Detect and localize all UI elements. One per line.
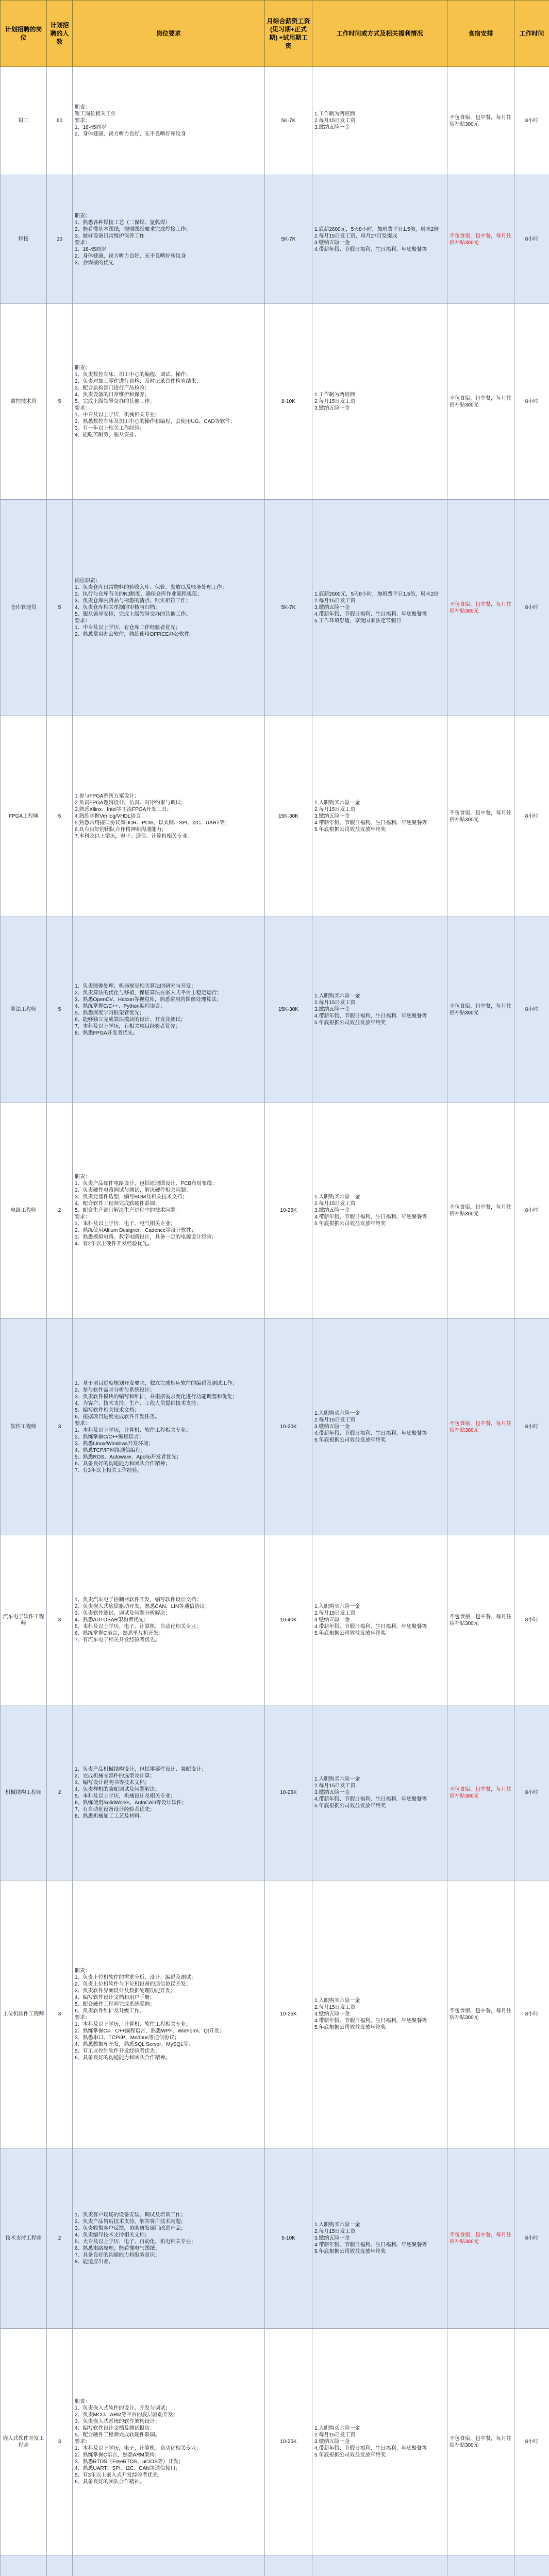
cell-requirements: 1、负责产品机械结构设计，包括零部件设计、装配设计； 2、完成机械零部件的选型及计算； 3、编写设计说明书等技术文档； 4、负责样机的装配调试及问题解决； 5、本科及以上学历，机械设计及相关专业； 6、熟练使用SolidWorks、AutoCAD等设计软件； 7、有自动化设备设计经验者优先； 8、熟悉机械加工工艺及材料。 xyxy=(73,1705,265,1880)
table-row xyxy=(1,304,549,500)
header-requirements: 岗位要求 xyxy=(73,1,265,67)
cell-worktime: 1.入职购买六险一金 2.每月15日发工资 3.缴纳五险一金 4.带薪年假、节假日福利、生日福利、年底聚餐等 5.年底根据公司效益发放年终奖 xyxy=(312,2329,447,2555)
cell-salary: 10-25K xyxy=(265,1705,312,1880)
cell-board: 不包食宿，包中餐，每月住宿补贴300元 xyxy=(447,175,514,304)
cell-board: 不包食宿，包中餐，每月住宿补贴300元 xyxy=(447,1535,514,1705)
cell-requirements: 职责： 1、负责上位机软件的需求分析、设计、编码及测试； 2、负责上位机软件与下位机设备的通信协议开发； 3、负责软件界面设计及数据处理功能开发； 4、编写软件设计文档和用户手册； 5、配合硬件工程师完成系统联调； 6、负责软件维护及升级工作。 要求： 1、本科及以上学历，计算机、软件工程相关专业； 2、熟练掌握C#、C++编程语言，熟悉WPF、WinForm、Qt开发； 3、熟悉串口、TCP/IP、Modbus等通信协议； 4、熟悉数据库开发，熟悉SQL Server、MySQL等； 5、有工业控制软件开发经验者优先； 6、具备良好的沟通能力和团队合作精神。 xyxy=(73,1880,265,2148)
cell-salary: 15K-30K xyxy=(265,716,312,917)
cell-position: 技术支持工程师 xyxy=(1,2148,47,2329)
table-row xyxy=(1,1705,549,1880)
cell-position: 仓库管理员 xyxy=(1,500,47,716)
cell-salary: 10-40K xyxy=(265,1535,312,1705)
cell-worktime: 1.入职购买六险一金 2.每月15日发工资 3.缴纳五险一金 4.带薪年假、节假日福利、生日福利、年底聚餐等 5.年底根据公司效益发放年终奖 xyxy=(312,1319,447,1535)
cell-position: 嵌入式软件开发工程师 xyxy=(1,2329,47,2555)
cell-working-hours: 8小时 xyxy=(514,716,549,917)
table-row xyxy=(1,175,549,304)
cell-position xyxy=(1,2555,47,2576)
cell-count: 10 xyxy=(47,175,73,304)
cell-count: 60 xyxy=(47,67,73,175)
cell-board: 不包食宿，包中餐，每月住宿补贴300元 xyxy=(447,500,514,716)
cell-worktime: 1.入职购买六险一金 2.每月15日发工资 3.缴纳五险一金 4.带薪年假、节假日福利、生日福利、年底聚餐等 5.年底根据公司效益发放年终奖 xyxy=(312,1535,447,1705)
cell-board xyxy=(447,2555,514,2576)
table-row xyxy=(1,2329,549,2555)
cell-salary: 5K-7K xyxy=(265,175,312,304)
cell-position: 算法工程师 xyxy=(1,917,47,1103)
cell-board: 不包食宿，包中餐，每月住宿补贴300元 xyxy=(447,1103,514,1319)
cell-working-hours xyxy=(514,2555,549,2576)
cell-salary: 10-25K xyxy=(265,1103,312,1319)
cell-requirements: 1、基于项目进度规划开发要求，独立完成相应软件的编码及测试工作； 2、参与软件需求分析与系统设计； 3、负责软件模块的编写和维护，并根据需求变化进行功能调整和优化； 4、为客户、技术支持、生产、工程人员提供技术支持； 5、编写软件相关技术文档； 6、根据项目进度完成软件开发任务。 要求： 1、本科及以上学历，计算机、软件工程相关专业； 2、熟练掌握C/C++编程语言； 3、熟悉Linux/Windows开发环境； 4、熟悉TCP/IP网络通信编程； 5、熟悉ROS、Autoware、Apollo开发者优先； 6、具备良好的沟通能力和团队合作精神； 7、有3年以上相关工作经验。 xyxy=(73,1319,265,1535)
cell-working-hours: 8小时 xyxy=(514,1535,549,1705)
cell-worktime: 1.入职购买六险一金 2.每月15日发工资 3.缴纳五险一金 4.带薪年假、节假日福利、生日福利、年底聚餐等 5.年底根据公司效益发放年终奖 xyxy=(312,917,447,1103)
cell-working-hours: 8小时 xyxy=(514,1880,549,2148)
cell-worktime: 1.入职购买六险一金 2.每月15日发工资 3.缴纳五险一金 4.带薪年假、节假日福利、生日福利、年底聚餐等 5.年底根据公司效益发放年终奖 xyxy=(312,716,447,917)
cell-position: 钳工 xyxy=(1,67,47,175)
cell-count: 3 xyxy=(47,2329,73,2555)
cell-count: 3 xyxy=(47,1535,73,1705)
cell-requirements: 职责： 1、负责嵌入式软件的设计、开发与调试； 2、负责MCU、ARM等平台的底层驱动开发； 3、负责嵌入式系统的软件架构设计； 4、编写软件设计文档及测试报告； 5、配合硬件工程师完成软硬件联调。 要求： 1、本科及以上学历，电子、计算机、自动化相关专业； 2、熟练掌握C语言，熟悉ARM架构； 3、熟悉RTOS（FreeRTOS、uC/OS等）开发； 4、熟悉UART、SPI、I2C、CAN等通信接口； 5、有3年以上嵌入式开发经验者优先； 6、具备良好的团队合作精神。 xyxy=(73,2329,265,2555)
cell-requirements xyxy=(73,2555,265,2576)
cell-count: 2 xyxy=(47,1103,73,1319)
cell-position: 数控技术员 xyxy=(1,304,47,500)
table-row xyxy=(1,2148,549,2329)
cell-position: 上位机软件工程师 xyxy=(1,1880,47,2148)
table-row xyxy=(1,2555,549,2576)
header-board: 食宿安排 xyxy=(447,1,514,67)
cell-worktime: 1.入职购买六险一金 2.每月15日发工资 3.缴纳五险一金 4.带薪年假、节假日福利、生日福利、年底聚餐等 5.年底根据公司效益发放年终奖 xyxy=(312,2148,447,2329)
cell-requirements: 职责： 1、负责产品硬件电路设计，包括原理图设计、PCB布局布线； 2、负责硬件电路调试与测试，解决硬件相关问题； 3、负责元器件选型，编写BOM及相关技术文档； 4、配合软件工程师完成软硬件联调； 5、配合生产部门解决生产过程中的技术问题。 要求： 1、本科及以上学历，电子、电气相关专业； 2、熟练使用Altium Designer、Cadence等设计软件； 3、熟悉模拟电路、数字电路设计，具备一定的电源设计经验； 4、有2年以上硬件开发经验优先。 xyxy=(73,1103,265,1319)
cell-board: 不包食宿，包中餐，每月住宿补贴300元 xyxy=(447,1880,514,2148)
cell-requirements: 1.参与FPGA系统方案设计； 2.负责FPGA逻辑设计、仿真、时序约束与调试； 3.熟悉Xilinx、Intel等主流FPGA开发工具； 4.熟练掌握Verilog/VHDL语言； 5.熟悉常用接口协议如DDR、PCIe、以太网、SPI、I2C、UART等； 6.具有良好的团队合作精神和沟通能力； 7.本科及以上学历，电子、通信、计算机相关专业。 xyxy=(73,716,265,917)
cell-worktime xyxy=(312,2555,447,2576)
cell-working-hours: 8小时 xyxy=(514,1705,549,1880)
header-row xyxy=(1,1,549,67)
cell-salary: 10-25K xyxy=(265,2329,312,2555)
header-salary: 月综合薪资工资(见习期+正式期) +试用期工资 xyxy=(265,1,312,67)
header-count: 计划招聘的人数 xyxy=(47,1,73,67)
cell-board: 不包食宿，包中餐，每月住宿补贴300元 xyxy=(447,716,514,917)
cell-working-hours: 8小时 xyxy=(514,67,549,175)
cell-working-hours: 8小时 xyxy=(514,2148,549,2329)
cell-count: 5 xyxy=(47,917,73,1103)
cell-board: 不包食宿，包中餐，每月住宿补贴300元 xyxy=(447,304,514,500)
cell-salary xyxy=(265,2555,312,2576)
cell-position: 电路工程师 xyxy=(1,1103,47,1319)
cell-requirements: 职责： 钳工岗位相关工作 要求： 1、18-45周岁 2、身体健康，视力听力良好，无不良嗜好和纹身 xyxy=(73,67,265,175)
table-row xyxy=(1,1319,549,1535)
cell-count: 5 xyxy=(47,716,73,917)
cell-board: 不包食宿，包中餐，每月住宿补贴300元 xyxy=(447,67,514,175)
cell-working-hours: 8小时 xyxy=(514,2329,549,2555)
cell-requirements: 岗位职责： 1、负责仓库日常物料的验收入库、保管、发放以及账务处理工作； 2、执行与仓库有关的KJ制度，确保仓库作业流程规范； 3、负责仓库内货品与标签的清点、账实相符工作； 4、负责仓库相关单据的审核与归档； 5、服从领导安排，完成上级领导交办的其他工作。 要求： 1、中专及以上学历，有仓库工作经验者优先； 2、熟悉常用办公软件，熟练使用OFFICE办公软件。 xyxy=(73,500,265,716)
cell-requirements: 1、负责客户现场的设备安装、调试及培训工作； 2、负责产品售后技术支持，解答客户技术问题； 3、负责收集客户反馈，协助研发部门改进产品； 4、负责编写技术支持相关文档； 5、大专及以上学历，电子、自动化、机电相关专业； 6、熟悉电路原理，能看懂电气图纸； 7、具备良好的沟通能力和服务意识； 8、能适应出差。 xyxy=(73,2148,265,2329)
cell-count: 3 xyxy=(47,1319,73,1535)
cell-worktime: 1.底薪2600元，5天8小时，加班费平日1.5倍，周末2倍 2.每月15日发工资，每月27日发提成 3.缴纳五险一金 4.带薪年假、节假日福利、生日福利、年底聚餐等 xyxy=(312,175,447,304)
cell-working-hours: 8小时 xyxy=(514,500,549,716)
cell-worktime: 1.工作制为两班倒 2.每月15日发工资 3.缴纳五险一金 xyxy=(312,67,447,175)
cell-count: 2 xyxy=(47,2148,73,2329)
cell-count: 2 xyxy=(47,1705,73,1880)
cell-board: 不包食宿，包中餐，每月住宿补贴300元 xyxy=(447,1319,514,1535)
cell-position: FPGA工程师 xyxy=(1,716,47,917)
cell-requirements: 职责： 1、熟悉各种焊接工艺（二保焊、氩弧焊） 2、能看懂基本图纸，按照图纸要求完成焊接工作； 3、做好设备日常维护保养工作 要求： 1、18-45周岁 2、身体健康，视力听力良好，无不良嗜好和纹身 3、会焊接的优先 xyxy=(73,175,265,304)
cell-board: 不包食宿，包中餐，每月住宿补贴300元 xyxy=(447,2329,514,2555)
cell-working-hours: 8小时 xyxy=(514,304,549,500)
table-row xyxy=(1,1880,549,2148)
cell-requirements: 1、负责汽车电子控制器软件开发，编写软件设计文档； 2、负责嵌入式底层驱动开发，熟悉CAN、LIN等通信协议； 3、负责软件测试、调试及问题分析解决； 4、熟悉AUTOSAR架构者优先； 5、本科及以上学历，电子、计算机、自动化相关专业； 6、熟练掌握C语言，熟悉单片机开发； 7、有汽车电子相关开发经验者优先。 xyxy=(73,1535,265,1705)
cell-position: 机械结构工程师 xyxy=(1,1705,47,1880)
cell-count xyxy=(47,2555,73,2576)
cell-board: 不包食宿，包中餐，每月住宿补贴300元 xyxy=(447,1705,514,1880)
cell-board: 不包食宿，包中餐，每月住宿补贴300元 xyxy=(447,917,514,1103)
cell-worktime: 1.入职购买六险一金 2.每月15日发工资 3.缴纳五险一金 4.带薪年假、节假日福利、生日福利、年底聚餐等 5.年底根据公司效益发放年终奖 xyxy=(312,1880,447,2148)
table-row xyxy=(1,1103,549,1319)
cell-working-hours: 8小时 xyxy=(514,917,549,1103)
table-row xyxy=(1,1535,549,1705)
cell-worktime: 1.工作制为两班倒 2.每月15日发工资 3.缴纳五险一金 xyxy=(312,304,447,500)
cell-salary: 10-20K xyxy=(265,1319,312,1535)
cell-worktime: 1.底薪2600元，5天8小时，加班费平日1.5倍，周末2倍 2.每月15日发工资 3.缴纳五险一金 4.带薪年假、节假日福利、生日福利、年底聚餐等 5.工作环境舒适，享受国家法定节假日 xyxy=(312,500,447,716)
table-row xyxy=(1,67,549,175)
cell-requirements: 1、负责图像处理、机器视觉相关算法的研究与开发； 2、负责算法的优化与移植，保证算法在嵌入式平台上稳定运行； 3、熟悉OpenCV、Halcon等视觉库，熟悉常用的图像处理算法； 4、熟练掌握C/C++、Python编程语言； 5、熟悉深度学习框架者优先； 6、能够独立完成算法模块的设计、开发及测试； 7、本科及以上学历，有相关项目经验者优先； 8、熟悉FPGA开发者优先。 xyxy=(73,917,265,1103)
table-row xyxy=(1,500,549,716)
cell-salary: 8-10K xyxy=(265,304,312,500)
cell-salary: 5K-7K xyxy=(265,500,312,716)
cell-worktime: 1.入职购买六险一金 2.每月15日发工资 3.缴纳五险一金 4.带薪年假、节假日福利、生日福利、年底聚餐等 5.年底根据公司效益发放年终奖 xyxy=(312,1103,447,1319)
header-working-hours: 工作时间 xyxy=(514,1,549,67)
cell-salary: 15K-30K xyxy=(265,917,312,1103)
cell-working-hours: 8小时 xyxy=(514,1103,549,1319)
cell-count: 5 xyxy=(47,304,73,500)
cell-board: 不包食宿，包中餐，每月住宿补贴300元 xyxy=(447,2148,514,2329)
table-row xyxy=(1,917,549,1103)
cell-count: 3 xyxy=(47,1880,73,2148)
cell-count: 5 xyxy=(47,500,73,716)
cell-position: 汽车电子软件工程师 xyxy=(1,1535,47,1705)
cell-position: 软件工程师 xyxy=(1,1319,47,1535)
cell-salary: 10-25K xyxy=(265,1880,312,2148)
cell-requirements: 职责： 1、负责数控车床、加工中心的编程、调试、操作； 2、负责对加工零件进行自检、及时记录首件检验结果； 3、配合质检部门进行产品检验； 4、负责设备的日常维护和保养； 5、完成上级领导交办的其他工作。 要求： 1、中专及以上学历，机械相关专业； 2、熟悉数控车床及加工中心的操作和编程，会使用UG、CAD等软件； 3、有一年以上相关工作经验； 4、能吃苦耐劳，服从安排。 xyxy=(73,304,265,500)
cell-worktime: 1.入职购买六险一金 2.每月15日发工资 3.缴纳五险一金 4.带薪年假、节假日福利、生日福利、年底聚餐等 5.年底根据公司效益发放年终奖 xyxy=(312,1705,447,1880)
cell-working-hours: 8小时 xyxy=(514,175,549,304)
cell-position: 焊接 xyxy=(1,175,47,304)
cell-salary: 5-10K xyxy=(265,2148,312,2329)
header-worktime: 工作时间或方式及相关福利情况 xyxy=(312,1,447,67)
cell-salary: 5K-7K xyxy=(265,67,312,175)
cell-working-hours: 8小时 xyxy=(514,1319,549,1535)
header-position: 计划招聘的岗位 xyxy=(1,1,47,67)
table-row xyxy=(1,716,549,917)
